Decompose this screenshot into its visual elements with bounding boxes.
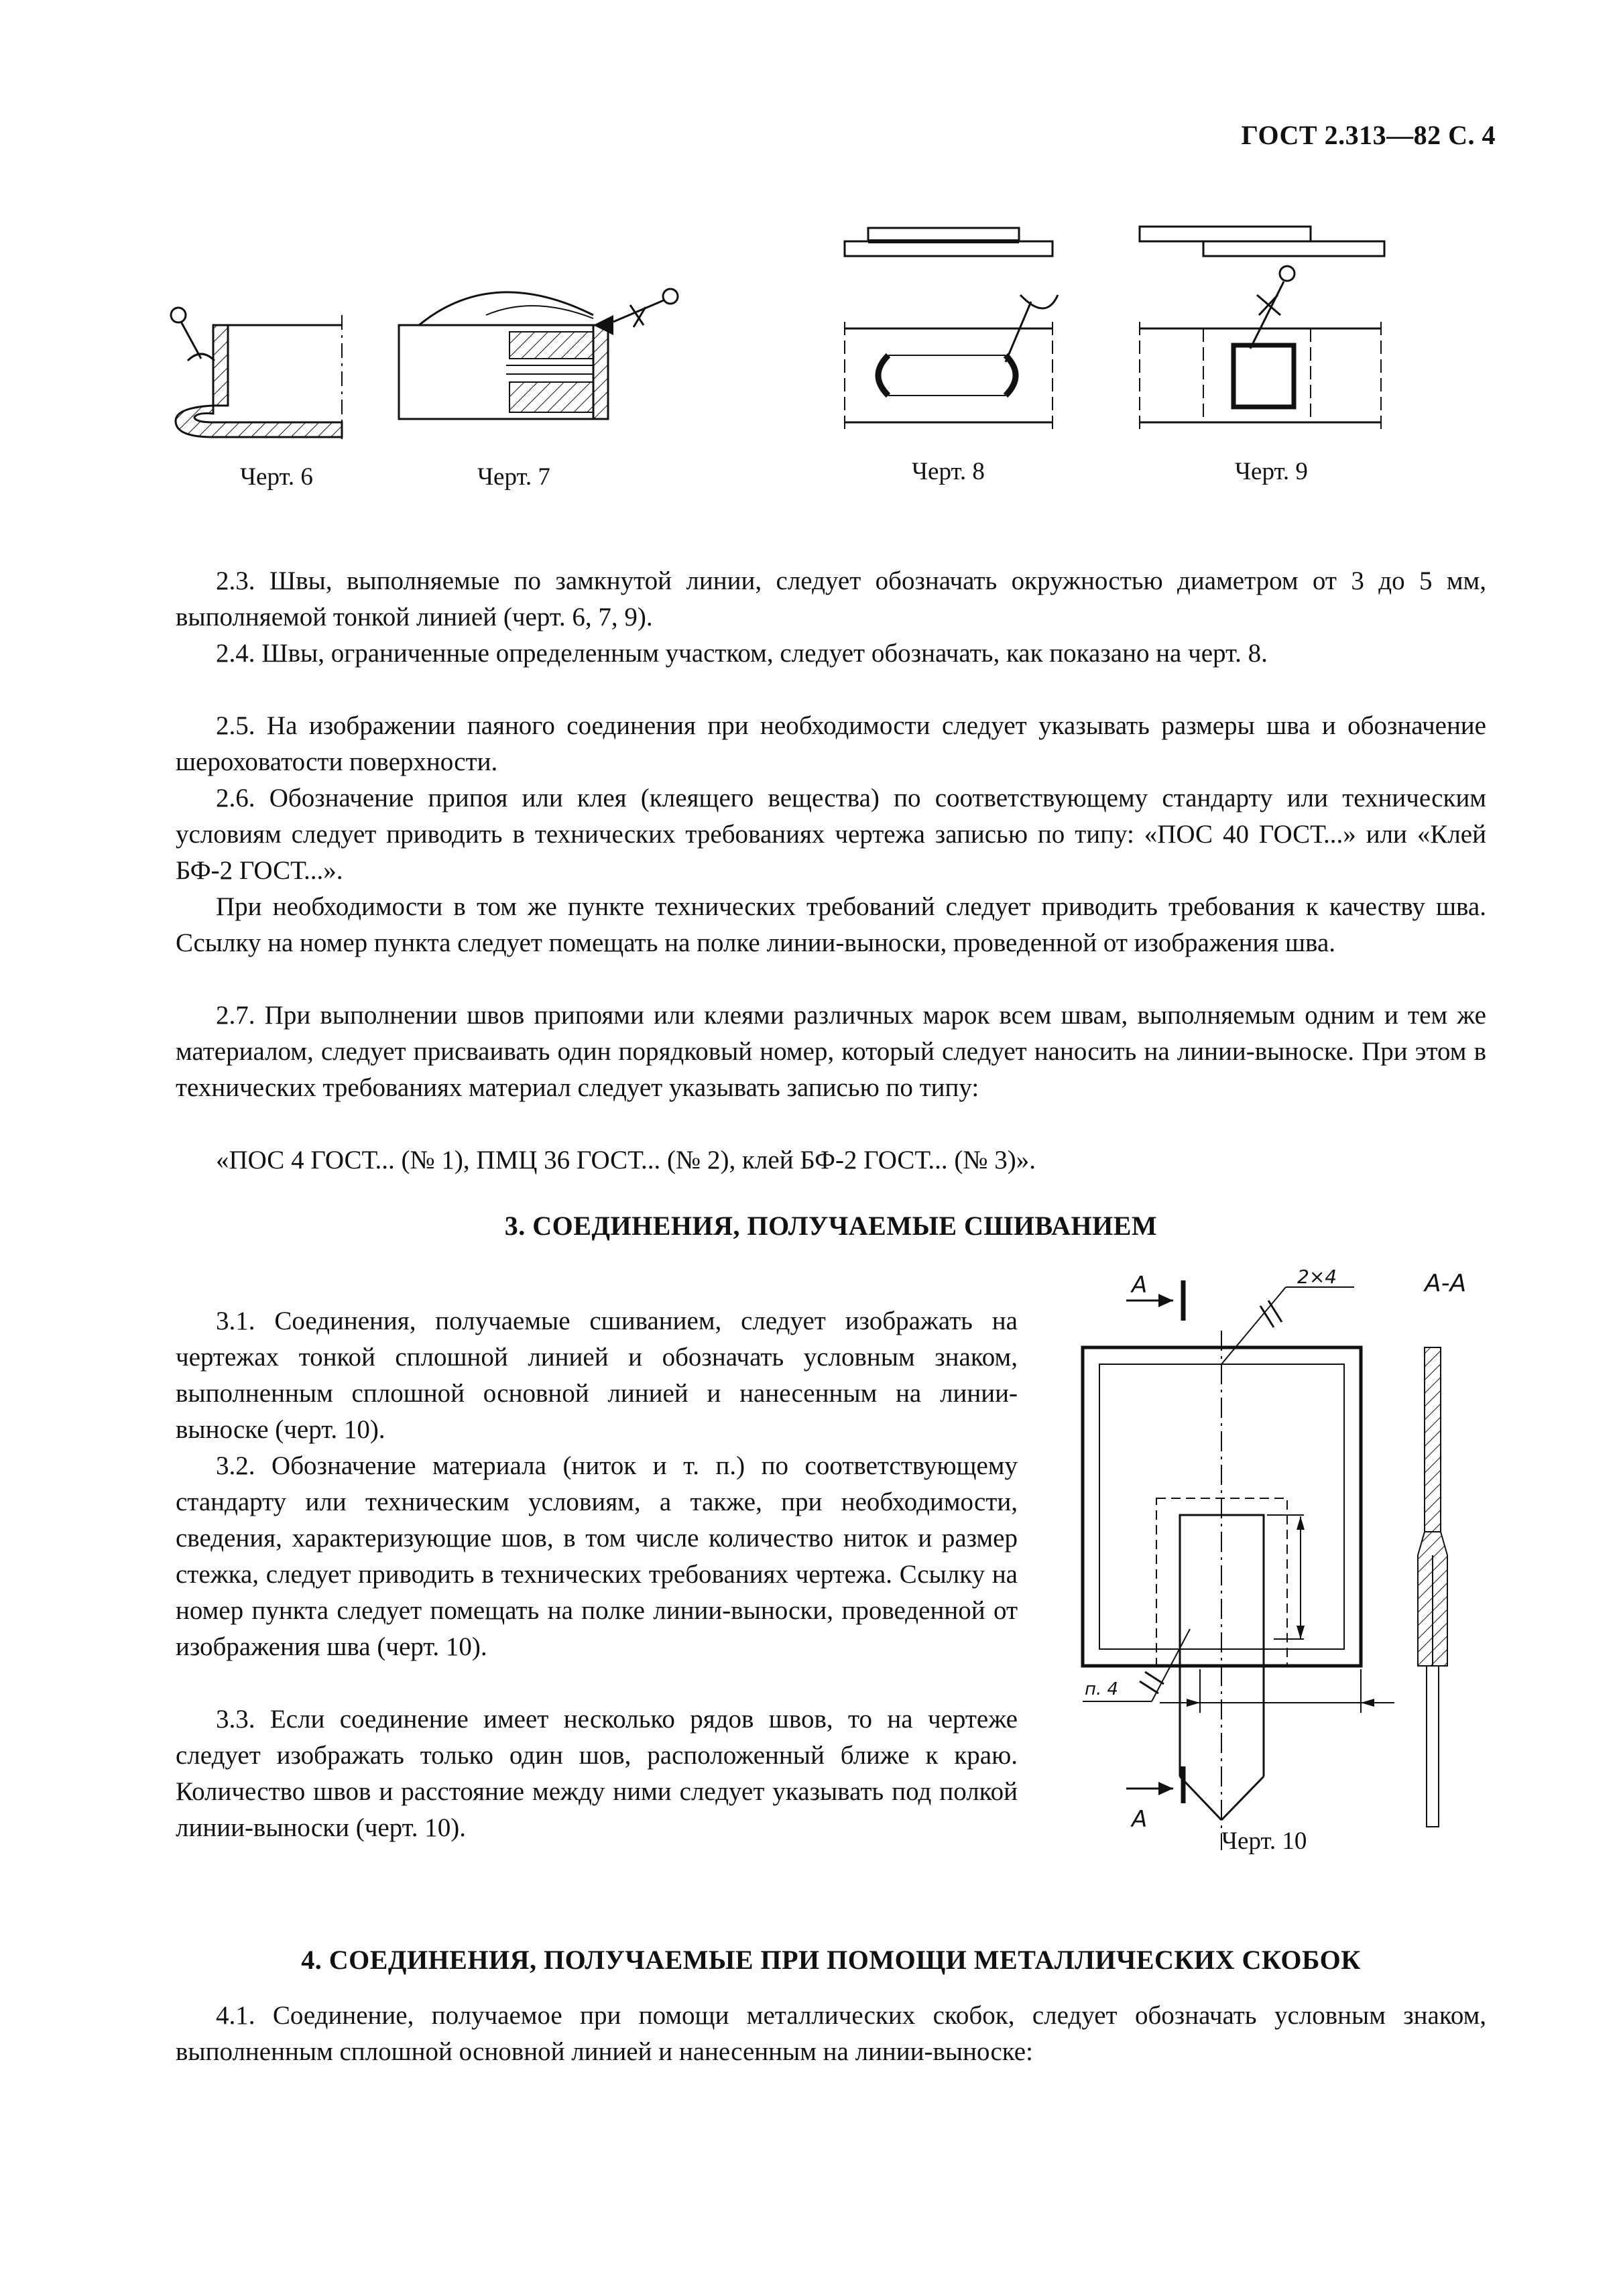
paragraph-2-5: 2.5. На изображении паяного соединения при необходимости следует указывать размеры шва и обозначение шероховатости поверхности. bbox=[176, 711, 1486, 776]
paragraph-2-4: 2.4. Швы, ограниченные определенным участком, следует обозначать, как показано на черт. 8. bbox=[216, 639, 1268, 668]
figure-9-drawing bbox=[1140, 221, 1394, 436]
figure-6-caption: Черт. 6 bbox=[240, 463, 313, 491]
paragraph-2-7-example: «ПОС 4 ГОСТ... (№ 1), ПМЦ 36 ГОСТ... (№ 2), клей БФ-2 ГОСТ... (№ 3)». bbox=[216, 1146, 1036, 1174]
figure-10-label-item: п. 4 bbox=[1085, 1679, 1119, 1699]
figure-10-label-a-bottom: А bbox=[1132, 1806, 1148, 1833]
figure-8-drawing bbox=[845, 221, 1066, 436]
figure-10-drawing bbox=[1073, 1267, 1488, 1844]
paragraph-2-6: 2.6. Обозначение припоя или клея (клеящего вещества) по соответствующему стандарту или техническим условиям следует приводить в технических требованиях чертежа записью по типу: «ПОС 40 ГОСТ...» или «Клей БФ-2 ГОСТ...». bbox=[176, 784, 1486, 885]
figure-10-label-section: А-А bbox=[1425, 1270, 1467, 1297]
section-3-heading: 3. СОЕДИНЕНИЯ, ПОЛУЧАЕМЫЕ СШИВАНИЕМ bbox=[504, 1211, 1158, 1241]
paragraph-2-6-continued: При необходимости в том же пункте технических требований следует приводить требования к качеству шва. Ссылку на номер пункта следует помещать на полке линии-выноски, проведенной от изображения шва. bbox=[176, 892, 1486, 957]
figure-10-label-a-top: А bbox=[1132, 1272, 1148, 1298]
figure-9-caption: Черт. 9 bbox=[1235, 458, 1308, 485]
figure-6-drawing bbox=[134, 288, 362, 442]
paragraph-3-3: 3.3. Если соединение имеет несколько рядов швов, то на чертеже следует изображать только один шов, расположенный ближе к краю. Количество швов и расстояние между ними следует указывать под полкой линии-выноски (черт. 10). bbox=[176, 1705, 1018, 1842]
paragraph-3-2: 3.2. Обозначение материала (ниток и т. п.) по соответствующему стандарту или техническим условиям, а также, при необходимости, сведения, характеризующие шов, в том числе количество ниток и размер стежка, следует приводить в технических требованиях чертежа. Ссылку на номер пункта следует помещать на полке линии-выноски, проведенной от изображения шва (черт. 10). bbox=[176, 1451, 1018, 1661]
figure-10-label-count: 2×4 bbox=[1297, 1266, 1337, 1288]
figure-8-caption: Черт. 8 bbox=[912, 458, 985, 485]
paragraph-3-1: 3.1. Соединения, получаемые сшиванием, следует изображать на чертежах тонкой сплошной линией и обозначать условным знаком, выполненным сплошной основной линией и нанесенным на линии-выноске (черт. 10). bbox=[176, 1307, 1018, 1444]
paragraph-2-3: 2.3. Швы, выполняемые по замкнутой линии, следует обозначать окружностью диаметром от 3 до 5 мм, выполняемой тонкой линией (черт. 6, 7, 9). bbox=[176, 566, 1486, 631]
figure-7-drawing bbox=[399, 268, 687, 436]
paragraph-4-1: 4.1. Соединение, получаемое при помощи металлических скобок, следует обозначать условным знаком, выполненным сплошной основной линией и нанесенным на линии-выноске: bbox=[176, 2001, 1486, 2066]
page-header: ГОСТ 2.313—82 С. 4 bbox=[1241, 120, 1496, 150]
section-4-heading: 4. СОЕДИНЕНИЯ, ПОЛУЧАЕМЫЕ ПРИ ПОМОЩИ МЕТАЛЛИЧЕСКИХ СКОБОК bbox=[301, 1945, 1361, 1975]
figure-10-caption: Черт. 10 bbox=[1221, 1827, 1307, 1855]
figure-7-caption: Черт. 7 bbox=[477, 463, 550, 491]
paragraph-2-7: 2.7. При выполнении швов припоями или клеями различных марок всем швам, выполняемым одним и тем же материалом, следует присваивать один порядковый номер, который следует наносить на линии-выноске. При этом в технических требованиях материал следует указывать записью по типу: bbox=[176, 1001, 1486, 1102]
